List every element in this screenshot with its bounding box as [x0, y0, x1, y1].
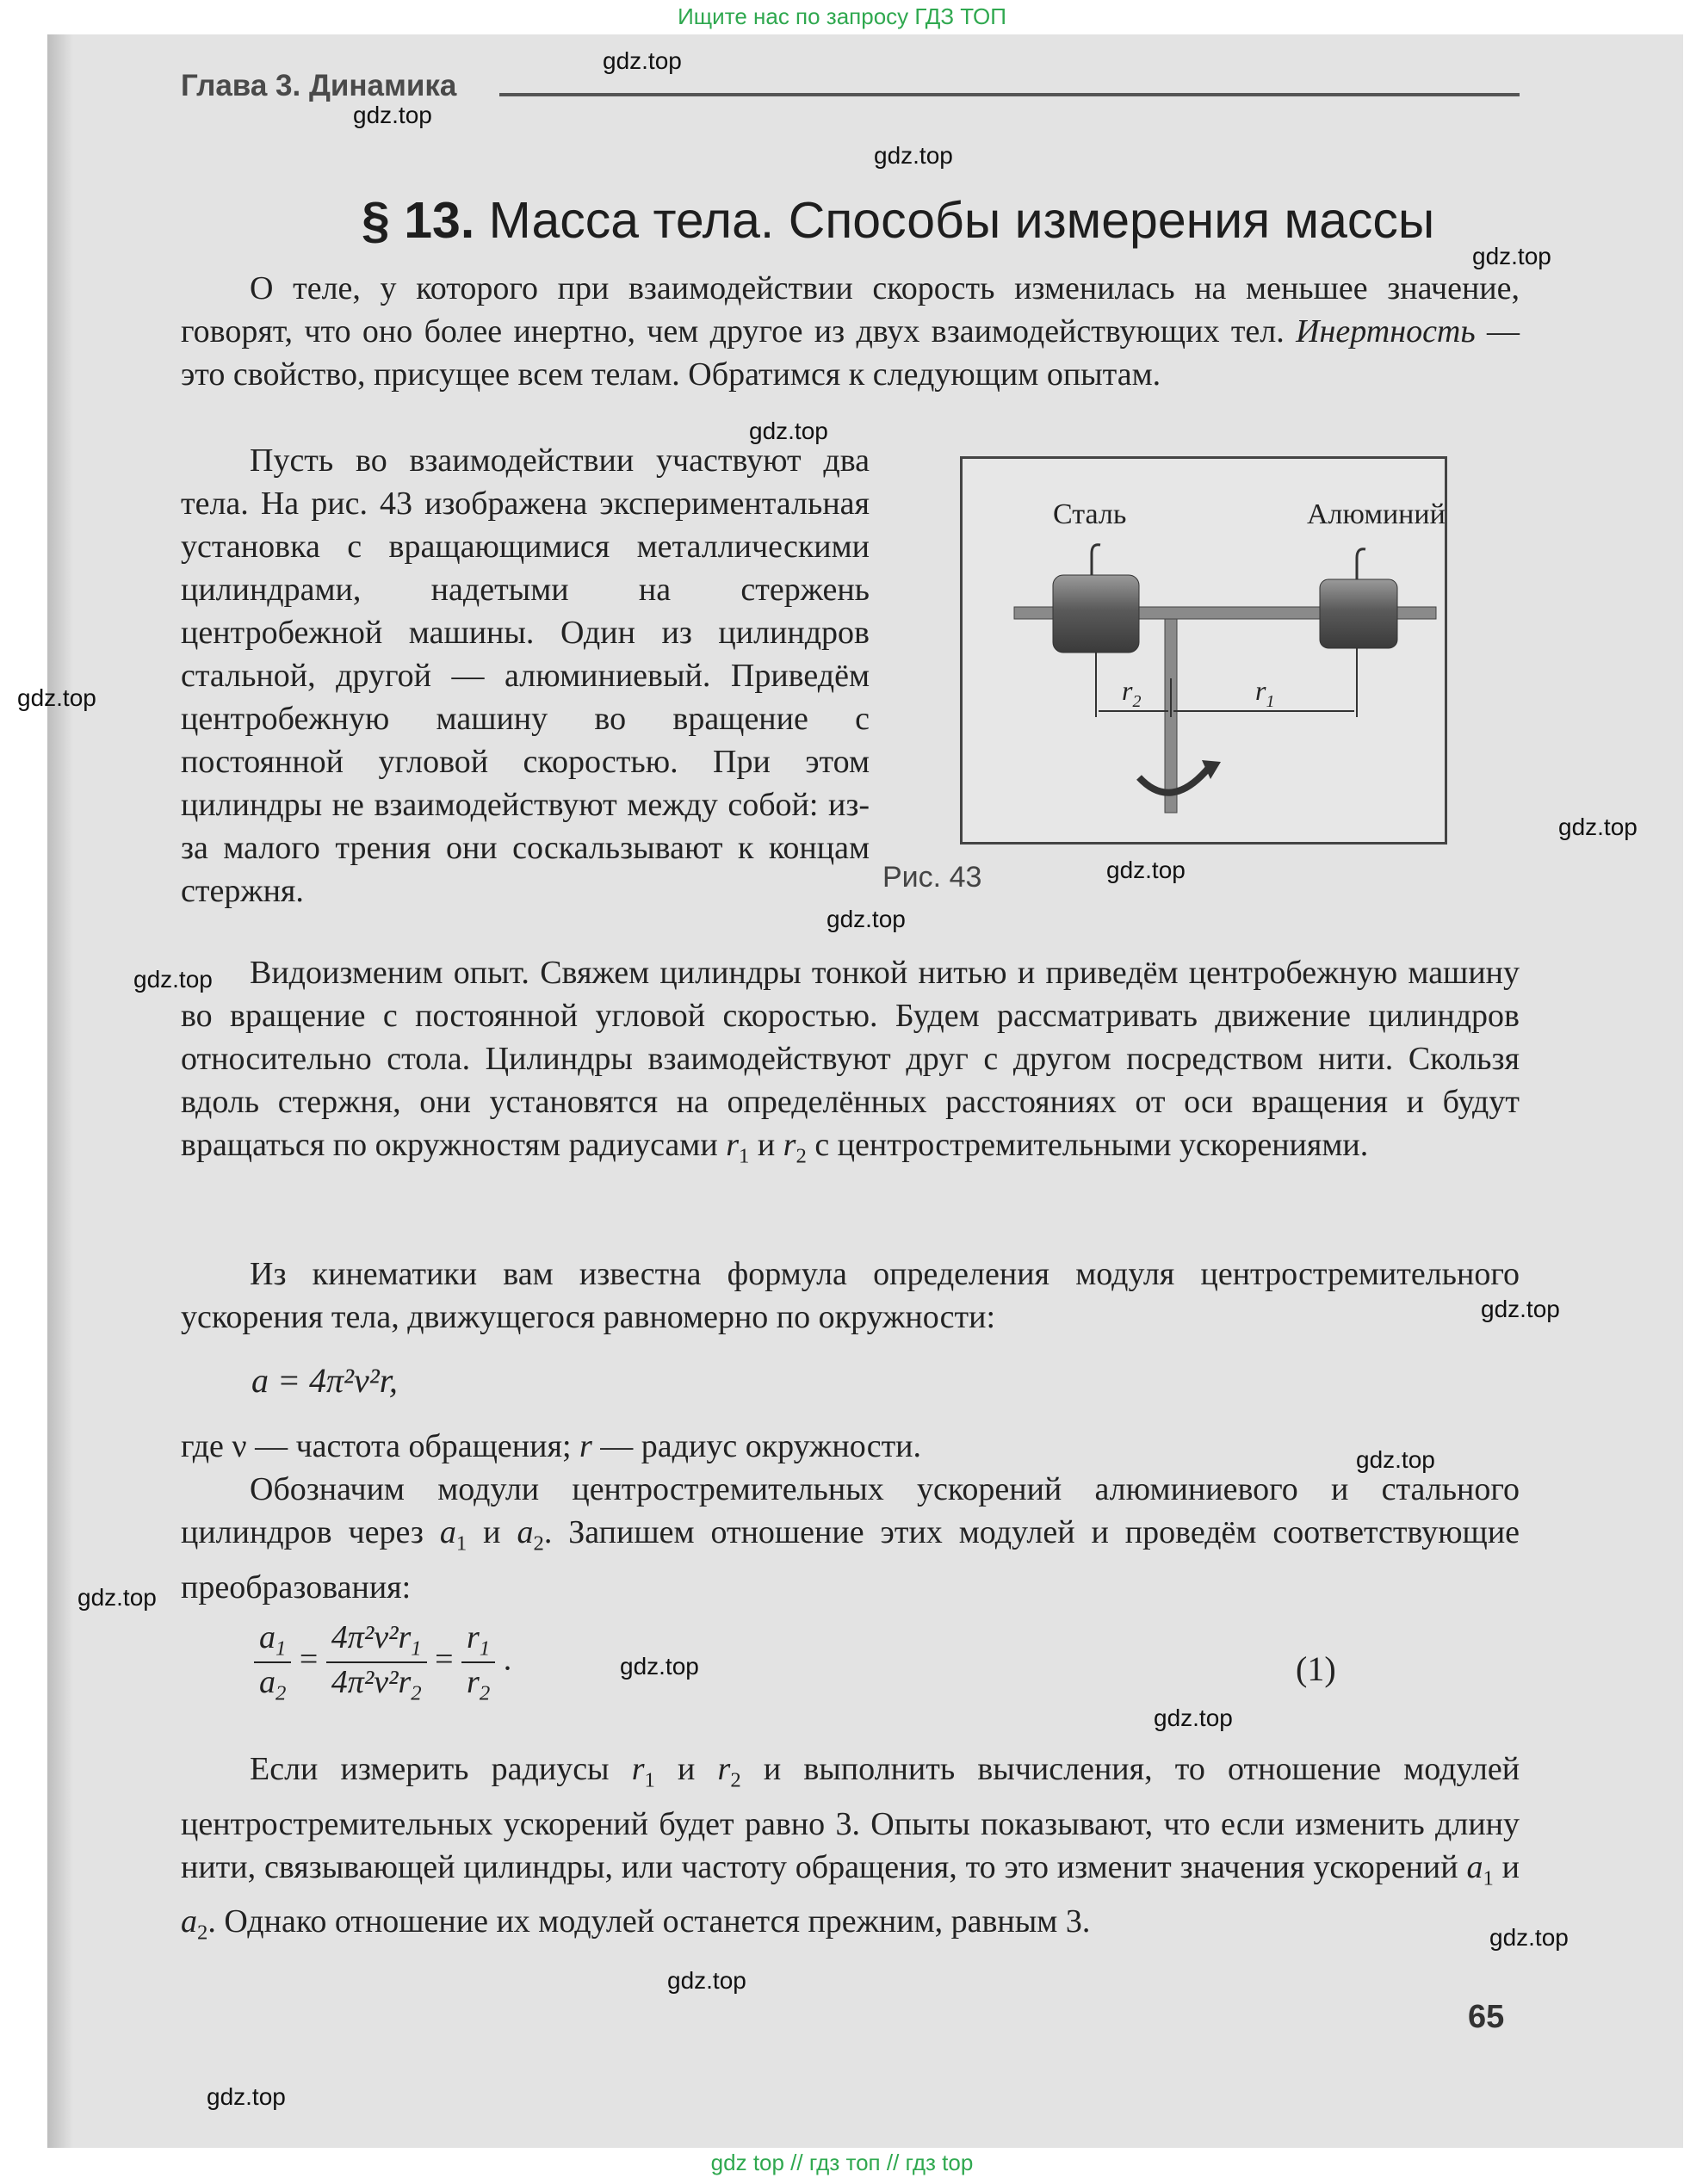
- equation-number: (1): [1296, 1649, 1336, 1688]
- watermark: gdz.top: [1558, 814, 1638, 840]
- paragraph-7: Если измерить радиусы $r_1$ и $r_2$ и выполнить вычисления, то отношение модулей центростремительных ускорений будет равно 3. Опыты показывают, что если изменить длину нити, связывающей цилиндры, или частоту обращения, то это изменит значения ускорений $a_1$ и $a_2$. Однако отношение их модулей останется прежним, равным 3.: [181, 1751, 1520, 1945]
- aluminum-hook: [1357, 549, 1365, 579]
- watermark: gdz.top: [620, 1653, 699, 1680]
- paragraph-5: где ν — частота обращения; r — радиус окружности.: [181, 1428, 922, 1464]
- paragraph-1: О теле, у которого при взаимодействии скорость изменилась на меньшее значение, говорят, что оно более инертно, чем другое из двух взаимодействующих тел. Инертность — это свойство, присущее всем телам. Обратимся к следующим опытам.: [181, 270, 1520, 393]
- watermark: gdz.top: [1154, 1705, 1233, 1731]
- paragraph-2: Пусть во взаимодействии участвуют два тела. На рис. 43 изображена экспериментальная установка с вращающимися металлическими цилиндрами, надетыми на стержень центробежной машины. Один из цилиндров стальной, другой — алюминиевый. Приведём центробежную машину во вращение с постоянной угловой скоростью. При этом цилиндры не взаимодействуют между собой: из-за малого трения они соскальзывают к концам стержня.: [181, 442, 870, 909]
- section-heading: [362, 191, 1434, 250]
- watermark: gdz.top: [1106, 857, 1186, 883]
- watermark: gdz.top: [1472, 243, 1551, 269]
- watermark: gdz.top: [667, 1967, 746, 1994]
- label-r2: $r_2$: [1122, 675, 1142, 711]
- watermark: gdz.top: [1489, 1924, 1569, 1951]
- watermark: gdz.top: [17, 684, 96, 711]
- header-rule: [499, 93, 1520, 96]
- section-number: § 13.: [362, 192, 475, 249]
- bottom-banner[interactable]: gdz top // гдз топ // гдз top: [710, 2150, 974, 2175]
- watermark: gdz.top: [353, 102, 432, 128]
- paragraph-3: Видоизменим опыт. Свяжем цилиндры тонкой нитью и приведём центробежную машину во вращение с постоянной угловой скоростью. Будем рассматривать движение цилиндров относительно стола. Цилиндры взаимодействуют друг с другом посредством нити. Скользя вдоль стержня, они установятся на определённых расстояниях от оси вращения и будут вращаться по окружностям радиусами $r_1$ и $r_2$ с центростремительными ускорениями.: [181, 955, 1520, 1168]
- label-r1: $r_1$: [1255, 675, 1275, 711]
- watermark: gdz.top: [749, 418, 828, 444]
- label-aluminum: Алюминий: [1307, 498, 1445, 530]
- aluminum-cylinder: [1320, 579, 1397, 648]
- term-inertness: Инертность: [1296, 313, 1476, 350]
- centrifuge-diagram: [963, 459, 1445, 842]
- watermark: gdz.top: [1356, 1446, 1435, 1473]
- watermark: gdz.top: [1481, 1296, 1560, 1322]
- steel-hook: [1092, 545, 1100, 575]
- watermark: gdz.top: [603, 47, 682, 74]
- formula-centripetal: a = 4π²ν²r,: [251, 1361, 398, 1400]
- equation-1: $\frac{a_1}{a_2}$ = $\frac{4\pi^2\nu^2r_1}{4\pi^2\nu^2r_2}$ = $\frac{r_1}{r_2}$ .: [254, 1618, 511, 1705]
- figure-caption: Рис. 43: [882, 861, 982, 894]
- page-number: 65: [1468, 1999, 1505, 2035]
- chapter-title: Глава 3. Динамика: [181, 69, 457, 102]
- watermark: gdz.top: [133, 966, 213, 993]
- watermark: gdz.top: [207, 2083, 286, 2110]
- watermark: gdz.top: [874, 142, 953, 169]
- section-title: Масса тела. Способы измерения массы: [488, 192, 1435, 249]
- steel-cylinder: [1053, 575, 1139, 653]
- top-banner[interactable]: Ищите нас по запросу ГДЗ ТОП: [678, 3, 1006, 29]
- page-edge-shadow: [47, 34, 73, 2148]
- watermark: gdz.top: [77, 1584, 157, 1611]
- watermark: gdz.top: [827, 906, 906, 932]
- paragraph-4: Из кинематики вам известна формула определения модуля центростремительного ускорения тела, движущегося равномерно по окружности:: [181, 1256, 1520, 1335]
- label-steel: Сталь: [1053, 498, 1127, 530]
- paragraph-6: Обозначим модули центростремительных ускорений алюминиевого и стального цилиндров через $a_1$ и $a_2$. Запишем отношение этих модулей и проведём соответствующие преобразования:: [181, 1471, 1520, 1606]
- figure-43: [960, 456, 1447, 845]
